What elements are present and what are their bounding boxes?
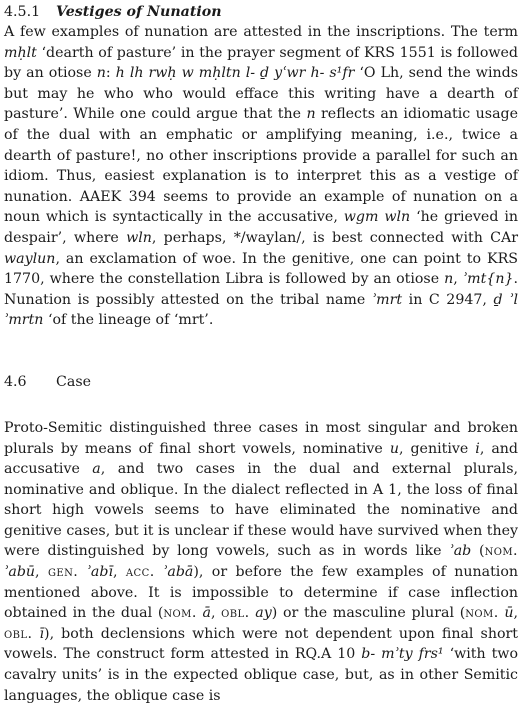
case-abbrev: acc. <box>125 564 155 581</box>
text-span: ) or the masculine plural ( <box>271 605 466 622</box>
text-span <box>78 564 86 580</box>
term-italic: wln <box>126 229 152 246</box>
text-span: , <box>113 564 126 581</box>
text-span: ‘of the lineage of ‘mrt’. <box>43 312 214 329</box>
section-title: Case <box>56 373 91 390</box>
text-span: , and accusative <box>4 440 518 478</box>
term-italic: ʾabā <box>163 564 194 581</box>
term-italic: ā <box>202 605 211 622</box>
text-span: , perhaps, */waylan/, is best connected with CAr <box>151 229 518 246</box>
text-span <box>155 564 163 580</box>
text-span: ), both declensions which were not dependent upon final short vowels. The construct form attested in RQ.A 10 <box>4 625 518 663</box>
section-spacer <box>4 331 518 372</box>
paragraph-case <box>4 418 518 706</box>
term-italic: ʾabū <box>4 564 36 581</box>
case-abbrev: gen. <box>47 564 79 581</box>
text-span: ‘dearth of pasture’ in the prayer segment of KRS 1551 is followed by an otiose <box>4 44 518 82</box>
text-span: reflects an idiomatic usage of the dual with an emphatic or amplifying meaning, i.e., twice a dearth of pasture!, no other inscriptions provide a parallel for such an idiom. Thus, easiest explanation is to interpret this as a vestige of nunation. AAEK 394 seems to provide an example of nunation on a noun which is syntactically in the accusative, <box>4 106 519 226</box>
term-italic: n <box>444 271 454 288</box>
term-italic: ḏ ʾl ʾmrtn <box>4 291 518 329</box>
case-abbrev: nom. <box>163 605 197 622</box>
section-heading-4-5-1 <box>4 2 518 22</box>
term-italic: ī <box>39 625 45 642</box>
text-span: . Nunation is possibly attested on the tribal name <box>4 271 518 308</box>
case-abbrev: obl. <box>221 605 250 622</box>
term-italic: mḥlt <box>4 44 37 61</box>
section-number: 4.6 <box>4 373 27 390</box>
page <box>4 2 518 706</box>
text-span: ‘O Lh, send the winds but may he who who would efface this writing have a dearth of pasture’. While one could argue that the <box>4 65 518 123</box>
term-italic: n <box>306 106 316 123</box>
text-span: , genitive <box>398 440 476 457</box>
case-abbrev: nom. <box>484 543 518 560</box>
text-span: , <box>453 271 463 288</box>
section-number: 4.5.1 <box>4 4 41 20</box>
text-span: , and two cases in the dual and external plurals, nominative and oblique. In the dialect reflected in A 1, the loss of final short high vowels seems to have eliminated the nominative and genitive cases, but it is unclear if these would have survived when they were distinguished by long vowels, such as in words like <box>4 461 518 560</box>
paragraph-nunation <box>4 22 518 331</box>
term-italic: ʾmrt <box>371 291 403 308</box>
text-span <box>32 626 39 642</box>
term-italic: n <box>96 65 106 82</box>
term-italic: wgm wln <box>343 209 411 226</box>
term-italic: a <box>92 461 101 478</box>
term-italic: ʾab <box>449 543 472 560</box>
section-title: Vestiges of Nunation <box>56 4 222 20</box>
text-span: ( <box>471 543 485 560</box>
term-italic: b- mʾty frs¹ <box>361 646 444 663</box>
section-spacer <box>4 392 518 418</box>
term-italic: ū <box>504 605 514 622</box>
term-italic: h lh rwḥ w mḥltn l- ḏ yʿwr h- s¹fr <box>115 65 355 82</box>
term-italic: u <box>389 440 399 457</box>
text-span: ), or before the few examples of nunation mentioned above. It is impossible to determine if case inflection obtained in the dual ( <box>4 564 518 622</box>
section-heading-4-6 <box>4 372 518 392</box>
text-span: : <box>105 65 116 82</box>
term-italic: waylun <box>4 250 56 267</box>
term-italic: ʾmt{n} <box>462 271 514 288</box>
text-span: ‘with two cavalry units’ is in the expected oblique case, but, as in other Semitic languages, the oblique case is <box>4 646 518 704</box>
text-span: A few examples of nunation are attested in the inscriptions. The term <box>4 24 518 40</box>
text-span: , <box>35 564 48 581</box>
text-span: ‘he grieved in despair’, where <box>4 209 519 246</box>
term-italic: ay <box>255 605 272 622</box>
text-span: Proto-Semitic distinguished three cases in most singular and broken plurals by means of final short vowels, nominative <box>4 419 518 457</box>
term-italic: i <box>475 440 480 457</box>
case-abbrev: obl. <box>4 625 33 642</box>
text-span: , an exclamation of woe. In the genitive, one can point to KRS 1770, where the constellation Libra is followed by an otiose <box>4 250 518 288</box>
text-span: in C 2947, <box>402 291 494 308</box>
text-span: , <box>513 605 518 622</box>
text-span: , <box>210 605 222 622</box>
term-italic: ʾabī <box>86 564 114 581</box>
case-abbrev: nom. <box>465 605 499 622</box>
